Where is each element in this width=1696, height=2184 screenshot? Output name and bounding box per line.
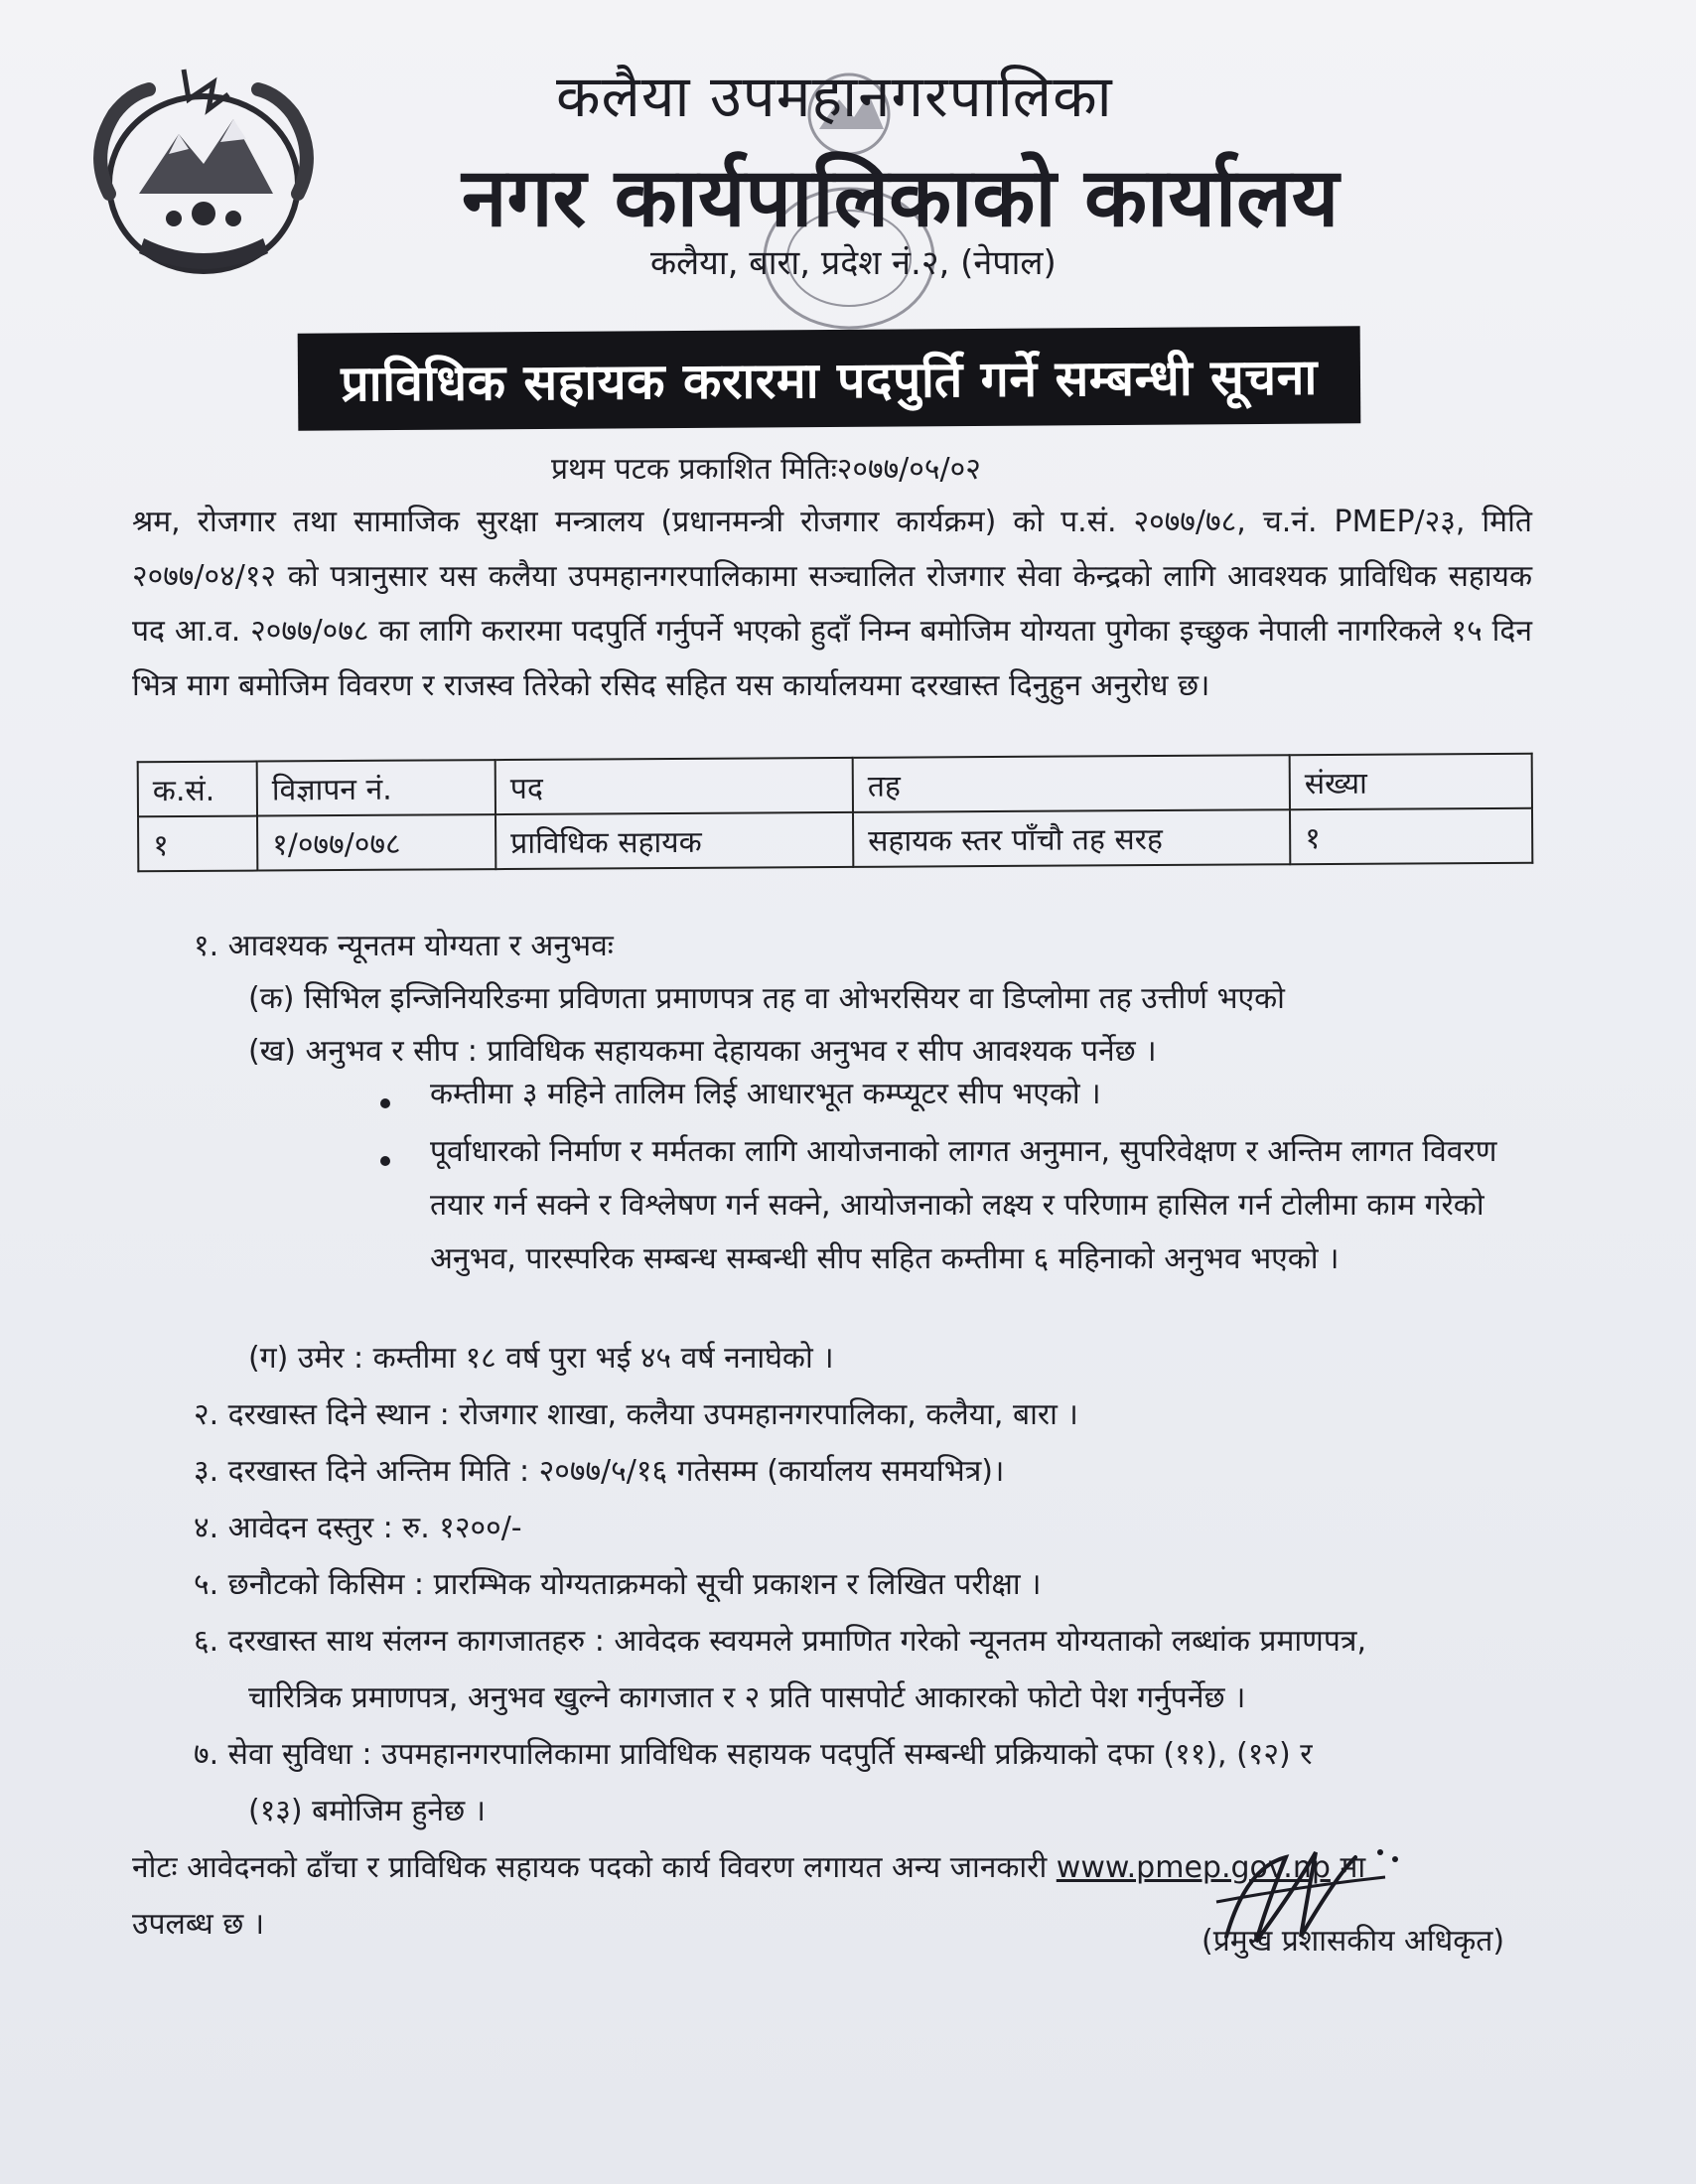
section-5: ५. छनौटको किसिम : प्रारम्भिक योग्यताक्रमको सूची प्रकाशन र लिखित परीक्षा । — [194, 1567, 1042, 1602]
office-address: कलैया, बारा, प्रदेश नं.२, (नेपाल) — [650, 243, 1057, 283]
table-cell: १ — [138, 816, 257, 872]
table-header-cell: तह — [853, 755, 1290, 812]
section-7-line-1: ७. सेवा सुविधा : उपमहानगरपालिकामा प्राविधिक सहायक पदपुर्ति सम्बन्धी प्रक्रियाको दफा (११), (१२) र — [194, 1737, 1313, 1772]
section-1-ga: (ग) उमेर : कम्तीमा १८ वर्ष पुरा भई ४५ वर्ष ननाघेको । — [248, 1341, 834, 1376]
section-3: ३. दरखास्त दिने अन्तिम मिति : २०७७/५/१६ गतेसम्म (कार्यालय समयभित्र)। — [194, 1454, 1005, 1489]
table-header-cell: संख्या — [1290, 754, 1532, 809]
section-6-line-2: चारित्रिक प्रमाणपत्र, अनुभव खुल्ने कागजात र २ प्रति पासपोर्ट आकारको फोटो पेश गर्नुपर्नेछ । — [248, 1680, 1246, 1715]
table-cell: १/०७७/०७८ — [257, 814, 495, 870]
bullet-item-1: कम्तीमा ३ महिने तालिम लिई आधारभूत कम्प्यूटर सीप भएको । — [430, 1077, 1101, 1111]
section-4: ४. आवेदन दस्तुर : रु. १२००/- — [194, 1511, 522, 1545]
note-prefix: नोटः आवेदनको ढाँचा र प्राविधिक सहायक पदको कार्य विवरण लगायत अन्य जानकारी — [132, 1850, 1048, 1885]
section-7-line-2: (१३) बमोजिम हुनेछ । — [248, 1794, 487, 1828]
section-1-ka: (क) सिभिल इन्जिनियरिङमा प्रविणता प्रमाणपत्र तह वा ओभरसियर वा डिप्लोमा तह उत्तीर्ण भएको — [248, 981, 1285, 1016]
bullet-icon — [380, 1156, 390, 1166]
publish-date: प्रथम पटक प्रकाशित मितिः२०७७/०५/०२ — [551, 452, 981, 487]
note-line-1 — [132, 1845, 1365, 1886]
intro-paragraph: श्रम, रोजगार तथा सामाजिक सुरक्षा मन्त्रालय (प्रधानमन्त्री रोजगार कार्यक्रम) को प.सं. २०७७/७८, च.नं. PMEP/२३, मिति २०७७/०४/१२ को पत्रानुसार यस कलैया उपमहानगरपालिकामा सञ्चालित रोजगार सेवा केन्द्रको लागि आवश्यक प्राविधिक सहायक पद आ.व. २०७७/०७८ का लागि करारमा पदपुर्ति गर्नुपर्ने भएको हुदाँ निम्न बमोजिम योग्यता पुगेका इच्छुक नेपाली नागरिकले १५ दिन भित्र माग बमोजिम विवरण र राजस्व तिरेको रसिद सहित यस कार्यालयमा दरखास्त दिनुहुन अनुरोध छ। — [132, 505, 1532, 703]
table-header-cell: विज्ञापन नं. — [257, 760, 495, 815]
bullet-icon — [380, 1098, 390, 1108]
section-2: २. दरखास्त दिने स्थान : रोजगार शाखा, कलैया उपमहानगरपालिका, कलैया, बारा । — [194, 1397, 1078, 1432]
section-6-line-1: ६. दरखास्त साथ संलग्न कागजातहरु : आवेदक स्वयमले प्रमाणित गरेको न्यूनतम योग्यताको लब्धांक प्रमाणपत्र, — [194, 1624, 1367, 1659]
note-suffix: मा — [1340, 1850, 1366, 1885]
table-header-row — [138, 754, 1532, 817]
notice-title: प्राविधिक सहायक करारमा पदपुर्ति गर्ने सम्बन्धी सूचना — [341, 348, 1319, 413]
table-row — [138, 808, 1532, 872]
signatory-title: (प्रमुख प्रशासकीय अधिकृत) — [1201, 1924, 1505, 1959]
section-1-kha: (ख) अनुभव र सीप : प्राविधिक सहायकमा देहायका अनुभव र सीप आवश्यक पर्नेछ । — [248, 1034, 1157, 1069]
bullet-item-2: पूर्वाधारको निर्माण र मर्मतका लागि आयोजनाको लागत अनुमान, सुपरिवेक्षण र अन्तिम लागत विवरण तयार गर्न सक्ने र विश्लेषण गर्न सक्ने, आयोजनाको लक्ष्य र परिणाम हासिल गर्न टोलीमा काम गरेको अनुभव, पारस्परिक सम्बन्ध सम्बन्धी सीप सहित कम्तीमा ६ महिनाको अनुभव भएको । — [430, 1134, 1497, 1276]
vacancy-table — [137, 753, 1534, 873]
section-1-title: १. आवश्यक न्यूनतम योग्यता र अनुभवः — [194, 929, 614, 963]
note-line-2: उपलब्ध छ । — [132, 1907, 265, 1942]
table-cell: सहायक स्तर पाँचौ तह सरह — [853, 809, 1290, 867]
notice-title-bar — [298, 326, 1361, 430]
table-cell: प्राविधिक सहायक — [495, 812, 853, 869]
office-name: नगर कार्यपालिकाको कार्यालय — [462, 151, 1340, 245]
table-header-cell: पद — [495, 758, 853, 814]
table-cell: १ — [1290, 808, 1532, 864]
nepal-emblem-icon — [70, 55, 338, 293]
municipality-name: कलैया उपमहानगरपालिका — [556, 63, 1113, 130]
pmep-website-link[interactable]: www.pmep.gov.np — [1056, 1850, 1331, 1885]
table-header-cell: क.सं. — [138, 762, 257, 817]
